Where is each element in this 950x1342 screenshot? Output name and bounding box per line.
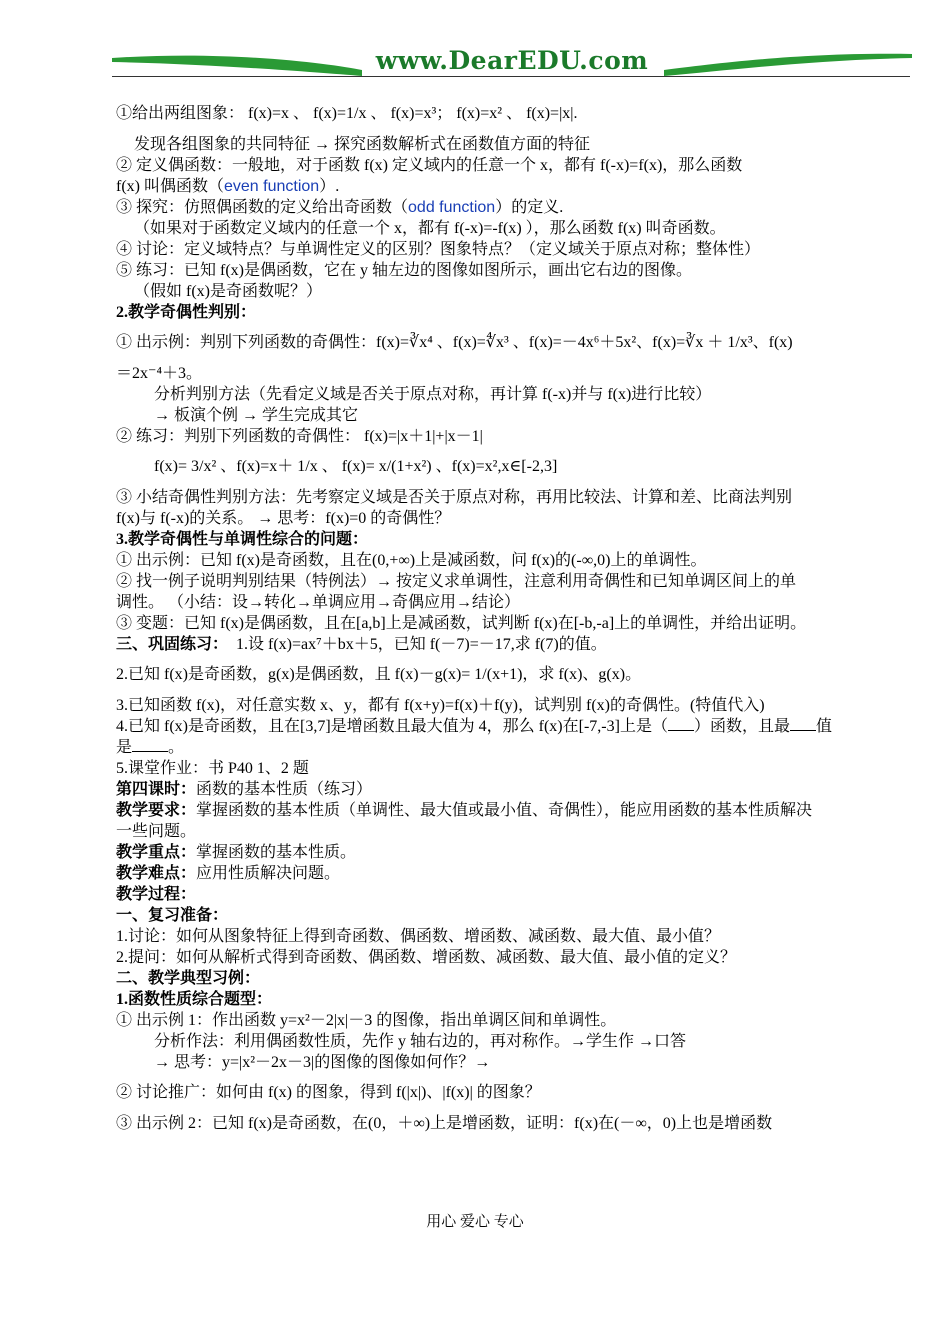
paragraph: 分析作法：利用偶函数性质，先作 y 轴右边的，再对称作。→学生作 →口答 <box>154 1033 687 1050</box>
label: 教学重点： <box>116 844 197 861</box>
paragraph: ④ 讨论：定义域特点？与单调性定义的区别？图象特点？（定义域关于原点对称；整体性） <box>116 241 761 258</box>
paragraph: 一些问题。 <box>116 823 197 840</box>
paragraph: 2.已知 f(x)是奇函数，g(x)是偶函数，且 f(x)－g(x)= 1/(x+1)，求 f(x)、g(x)。 <box>116 666 642 683</box>
paragraph: ① 出示例：已知 f(x)是奇函数，且在(0,+∞)上是减函数，问 f(x)的(-∞,0)上的单调性。 <box>116 552 707 569</box>
document-body <box>116 94 912 1134</box>
section-heading: 一、复习准备： <box>116 907 229 924</box>
label: 教学要求： <box>116 802 197 819</box>
paragraph <box>116 737 912 758</box>
paragraph: ② 练习：判别下列函数的奇偶性： f(x)=|x＋1|+|x－1| <box>116 428 483 445</box>
paragraph: 发现各组图象的共同特征 → 探究函数解析式在函数值方面的特征 <box>134 136 591 153</box>
paragraph <box>116 779 912 800</box>
section-heading: 二、教学典型习例： <box>116 970 261 987</box>
text: 应用性质解决问题。 <box>196 865 341 882</box>
paragraph: （假如 f(x)是奇函数呢？） <box>134 283 322 300</box>
paragraph: （如果对于函数定义域内的任意一个 x，都有 f(-x)=-f(x) ），那么函数 f(x) 叫奇函数。 <box>134 220 726 237</box>
text: f(x) 叫偶函数（ <box>116 178 224 195</box>
site-banner <box>112 44 912 84</box>
paragraph: → 思考：y=|x²－2x－3|的图像的图像如何作？→ <box>154 1054 491 1071</box>
paragraph: ＝2x⁻⁴＋3。 <box>116 365 203 382</box>
text: 掌握函数的基本性质（单调性、最大值或最小值、奇偶性），能应用函数的基本性质解决 <box>196 802 813 819</box>
section-heading: 三、巩固练习： <box>116 636 229 653</box>
paragraph: f(x)与 f(-x)的关系。 → 思考：f(x)=0 的奇偶性？ <box>116 510 451 527</box>
term-even-function: even function <box>224 178 320 195</box>
paragraph: ③ 出示例 2：已知 f(x)是奇函数，在(0，＋∞)上是增函数，证明：f(x)在(－∞，0)上也是增函数 <box>116 1115 773 1132</box>
label: 第四课时： <box>116 781 197 798</box>
answer-blank[interactable] <box>790 730 816 731</box>
paragraph: 5.课堂作业：书 P40 1、2 题 <box>116 760 309 777</box>
answer-blank[interactable] <box>132 751 168 752</box>
paragraph: ② 定义偶函数：一般地，对于函数 f(x) 定义域内的任意一个 x，都有 f(-x)=f(x)，那么函数 <box>116 157 743 174</box>
section-heading: 教学过程： <box>116 886 197 903</box>
label: 教学难点： <box>116 865 197 882</box>
paragraph <box>116 634 912 655</box>
paragraph <box>116 863 912 884</box>
paragraph: ③ 小结奇偶性判别方法：先考察定义域是否关于原点对称，再用比较法、计算和差、比商法判别 <box>116 489 793 506</box>
paragraph: 调性。 （小结：设→转化→单调应用→奇偶应用→结论） <box>116 594 521 611</box>
paragraph: ② 讨论推广：如何由 f(x) 的图象，得到 f(|x|)、|f(x)| 的图象？ <box>116 1084 541 1101</box>
site-url[interactable]: www.DearEDU.com <box>375 46 649 75</box>
text: 是 <box>116 739 133 756</box>
text: ）. <box>319 178 340 195</box>
paragraph: → 板演个例 → 学生完成其它 <box>154 407 359 424</box>
paragraph: f(x)= 3/x² 、f(x)=x＋ 1/x 、 f(x)= x/(1+x²) 、f(x)=x²,x∈[-2,3] <box>154 458 558 475</box>
text: 1.设 f(x)=ax⁷＋bx＋5，已知 f(－7)=－17,求 f(7)的值。 <box>236 636 607 653</box>
page-footer: 用心 爱心 专心 <box>426 1214 524 1230</box>
text: ）的定义. <box>495 199 564 216</box>
paragraph: ② 找一例子说明判别结果（特例法）→ 按定义求单调性，注意利用奇偶性和已知单调区间上的单 <box>116 573 797 590</box>
text: 4.已知 f(x)是奇函数，且在[3,7]是增函数且最大值为 4，那么 f(x)在[-7,-3]上是（ <box>116 718 668 735</box>
text: 掌握函数的基本性质。 <box>196 844 357 861</box>
answer-blank[interactable] <box>668 730 694 731</box>
text: 。 <box>168 739 185 756</box>
section-heading: 2.教学奇偶性判别： <box>116 304 257 321</box>
paragraph <box>116 197 912 218</box>
paragraph: ⑤ 练习：已知 f(x)是偶函数，它在 y 轴左边的图像如图所示，画出它右边的图像。 <box>116 262 692 279</box>
paragraph: 1.讨论：如何从图象特征上得到奇函数、偶函数、增函数、减函数、最大值、最小值？ <box>116 928 721 945</box>
paragraph <box>116 176 912 197</box>
text: ③ 探究：仿照偶函数的定义给出奇函数（ <box>116 199 409 216</box>
section-heading: 3.教学奇偶性与单调性综合的问题： <box>116 531 369 548</box>
paragraph: ① 出示例：判别下列函数的奇偶性：f(x)=∛x⁴ 、f(x)=∜x³ 、f(x)=－4x⁶＋5x²、f(x)=∛x ＋ 1/x³、f(x) <box>116 334 793 351</box>
paragraph <box>116 800 912 821</box>
text: ）函数，且最 <box>693 718 790 735</box>
paragraph <box>116 716 912 737</box>
header-rule <box>112 76 910 77</box>
paragraph: 2.提问：如何从解析式得到奇函数、偶函数、增函数、减函数、最大值、最小值的定义？ <box>116 949 737 966</box>
section-heading: 1.函数性质综合题型： <box>116 991 273 1008</box>
paragraph: ①给出两组图象： f(x)=x 、 f(x)=1/x 、 f(x)=x³； f(x)=x² 、 f(x)=|x|. <box>116 105 578 122</box>
paragraph: 3.已知函数 f(x)，对任意实数 x、y，都有 f(x+y)=f(x)＋f(y)，试判别 f(x)的奇偶性。(特值代入) <box>116 697 765 714</box>
term-odd-function: odd function <box>408 199 496 216</box>
text: 函数的基本性质（练习） <box>196 781 373 798</box>
paragraph: ① 出示例 1：作出函数 y=x²－2|x|－3 的图像，指出单调区间和单调性。 <box>116 1012 617 1029</box>
paragraph: 分析判别方法（先看定义域是否关于原点对称，再计算 f(-x)并与 f(x)进行比较） <box>154 386 712 403</box>
paragraph: ③ 变题：已知 f(x)是偶函数，且在[a,b]上是减函数，试判断 f(x)在[-b,-a]上的单调性，并给出证明。 <box>116 615 807 632</box>
paragraph <box>116 842 912 863</box>
text: 值 <box>815 718 832 735</box>
